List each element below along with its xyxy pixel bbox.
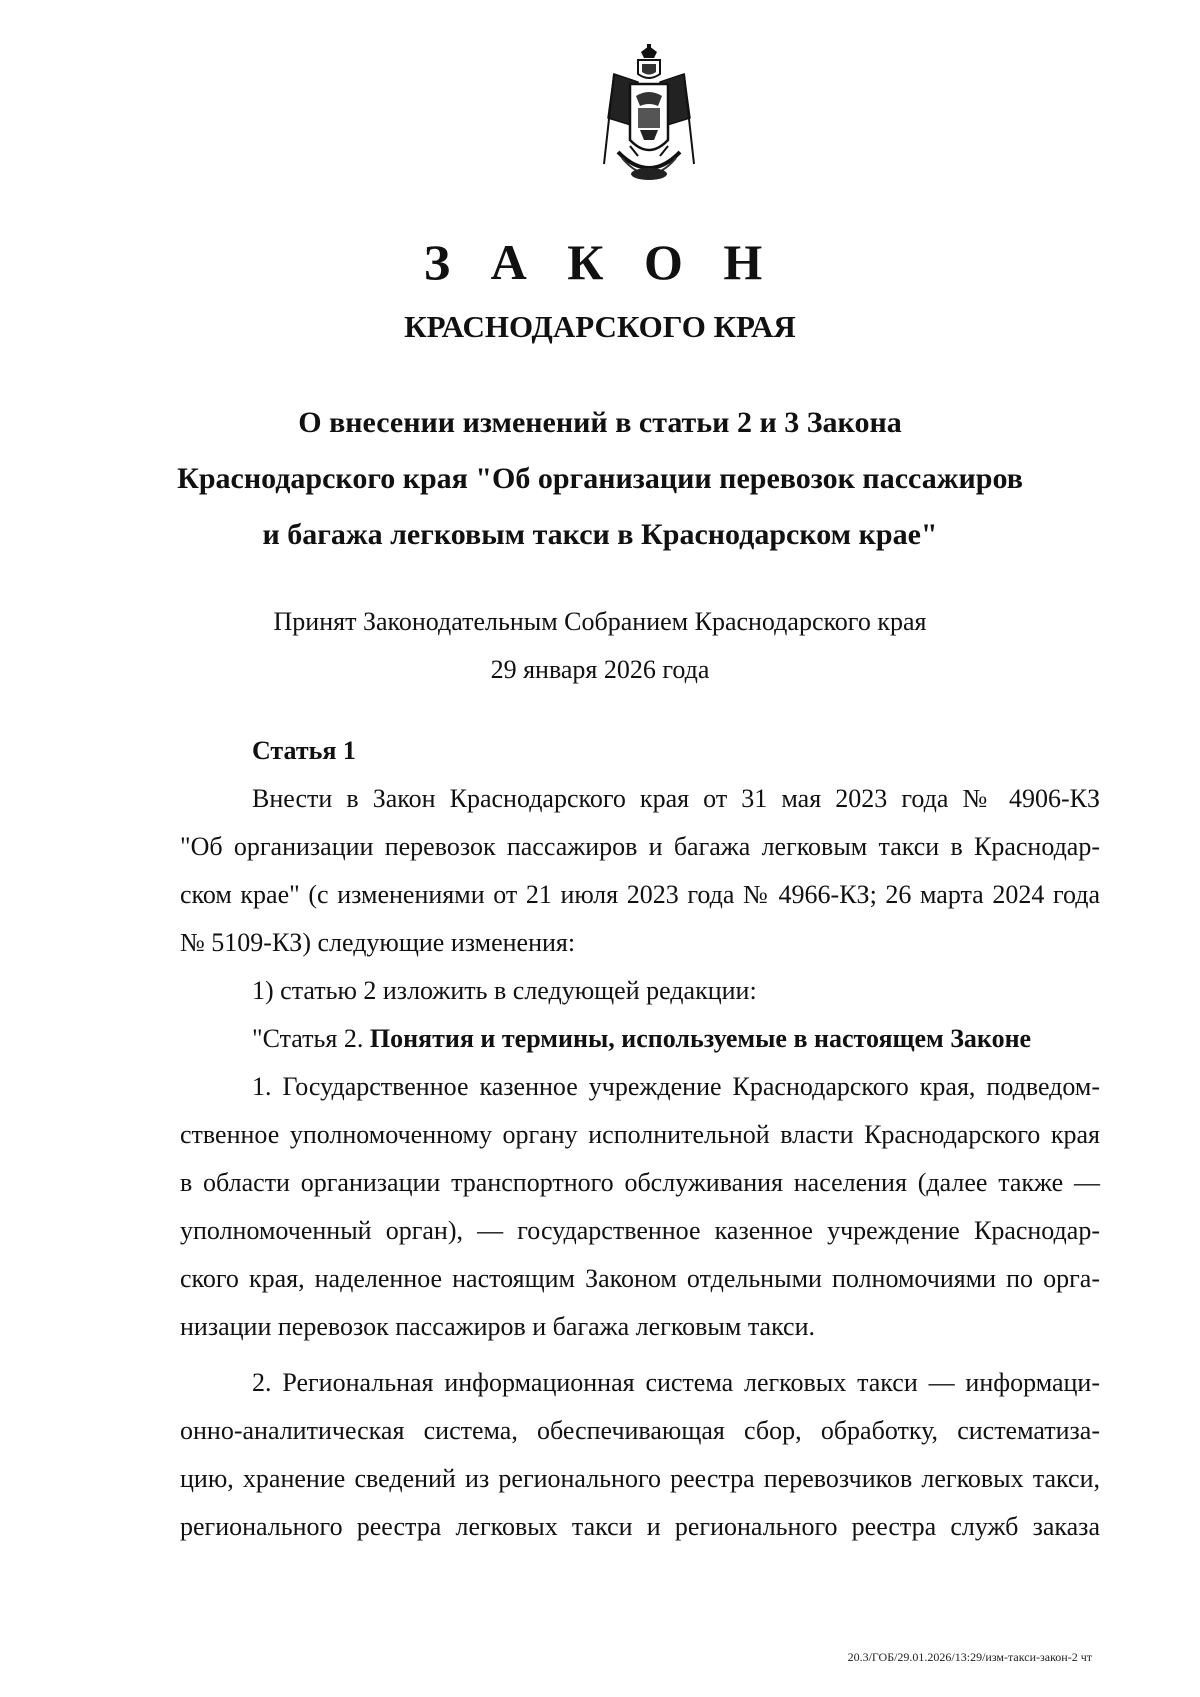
adoption-line: Принят Законодательным Собранием Краснодарского края	[273, 607, 927, 636]
document-body	[180, 727, 1100, 1551]
body-line: цию, хранение сведений из регионального реестра перевозчиков легковых такси,	[180, 1464, 1100, 1493]
heading-line: Краснодарского края "Об организации перевозок пассажиров	[177, 462, 1023, 495]
body-line: ском крае" (с изменениями от 21 июля 2023 года № 4966-КЗ; 26 марта 2024 года	[180, 880, 1100, 909]
heading-line: и багажа легковым такси в Краснодарском крае"	[262, 518, 938, 551]
body-line: "Об организации перевозок пассажиров и багажа легковым такси в Краснодар-	[180, 832, 1100, 861]
adoption-date: 29 января 2026 года	[490, 655, 710, 684]
article2-title-line	[180, 1015, 1100, 1063]
adoption-note	[0, 598, 1200, 694]
body-line: уполномоченный орган), — государственное казенное учреждение Краснодар-	[180, 1216, 1100, 1245]
document-footer: 20.3/ГОБ/29.01.2026/13:29/изм-такси-закон-2 чт	[847, 1650, 1092, 1664]
body-line: № 5109-КЗ) следующие изменения:	[180, 928, 576, 957]
body-line: регионального реестра легковых такси и регионального реестра служб заказа	[180, 1512, 1100, 1541]
list-item: 1) статью 2 изложить в следующей редакции:	[252, 976, 757, 1005]
article-title: Статья 1	[252, 736, 356, 765]
body-line: 1. Государственное казенное учреждение Краснодарского края, подведом-	[252, 1072, 1100, 1101]
article2-prefix: "Статья 2.	[252, 1024, 370, 1053]
region-title: КРАСНОДАРСКОГО КРАЯ	[404, 309, 796, 344]
body-line: Внести в Закон Краснодарского края от 31 мая 2023 года № 4906-КЗ	[252, 784, 1100, 813]
body-line: 2. Региональная информационная система легковых такси — информаци-	[252, 1368, 1100, 1397]
law-heading	[150, 395, 1050, 563]
body-line: ского края, наделенное настоящим Законом отдельными полномочиями по орга-	[180, 1264, 1100, 1293]
article2-title: Понятия и термины, используемые в настоящем Законе	[369, 1024, 1032, 1053]
body-line: ственное уполномоченному органу исполнительной власти Краснодарского края	[180, 1120, 1100, 1149]
body-line: в области организации транспортного обслуживания населения (далее также —	[180, 1168, 1100, 1197]
body-line: онно-аналитическая система, обеспечивающая сбор, обработку, систематиза-	[180, 1416, 1100, 1445]
body-line: низации перевозок пассажиров и багажа легковым такси.	[180, 1312, 816, 1341]
law-title: З А К О Н	[423, 234, 777, 290]
coat-of-arms-icon	[594, 44, 704, 194]
heading-line: О внесении изменений в статьи 2 и 3 Закона	[298, 406, 902, 439]
